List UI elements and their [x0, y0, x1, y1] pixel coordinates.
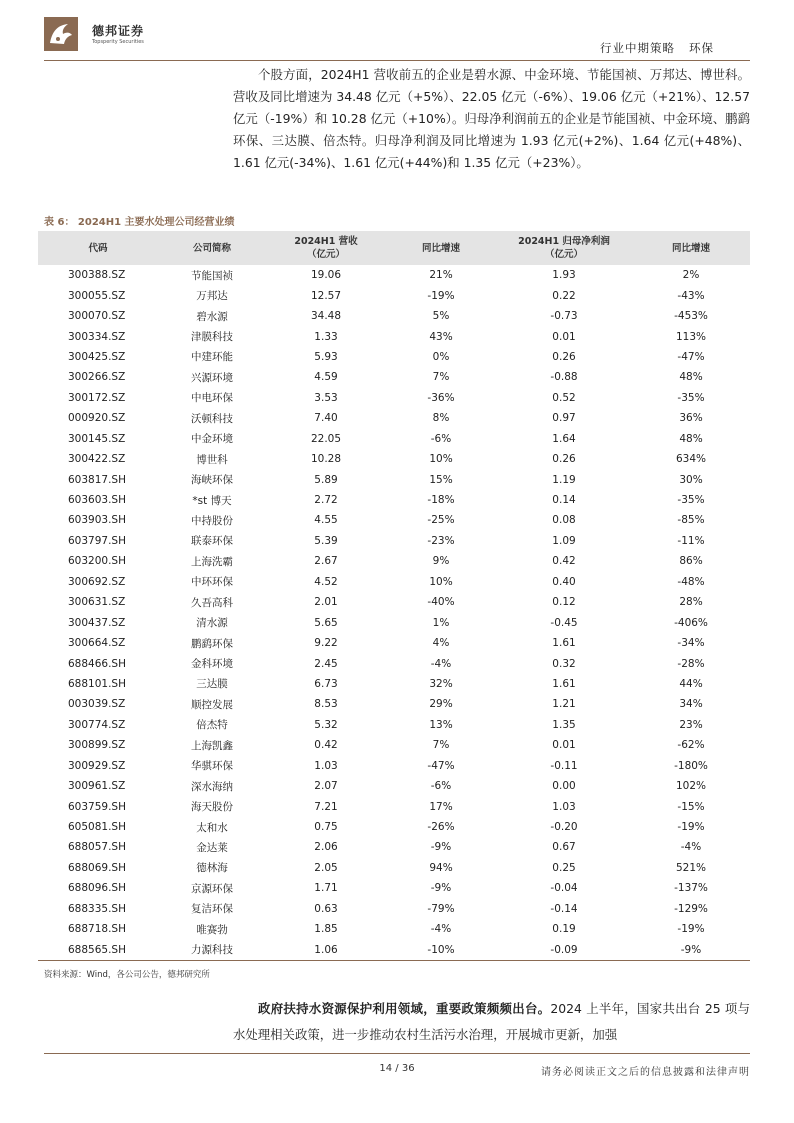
- cell-code: 603903.SH: [68, 514, 126, 527]
- cell-profit-yoy: -28%: [677, 657, 705, 670]
- cell-revenue-yoy: -36%: [427, 391, 455, 404]
- cell-profit: 0.67: [552, 841, 576, 854]
- table-row: [38, 265, 750, 285]
- table-row: [38, 429, 750, 449]
- cell-code: 688096.SH: [68, 882, 126, 895]
- cell-name: 复洁环保: [191, 903, 233, 916]
- cell-name: 联泰环保: [191, 535, 233, 548]
- cell-profit-yoy: -19%: [677, 923, 705, 936]
- cell-revenue: 1.85: [314, 923, 338, 936]
- cell-profit: 0.25: [552, 861, 576, 874]
- cell-revenue-yoy: -25%: [427, 514, 455, 527]
- cell-revenue-yoy: 15%: [429, 473, 453, 486]
- cell-profit: -0.45: [550, 616, 578, 629]
- cell-code: 603200.SH: [68, 555, 126, 568]
- table-row: [38, 388, 750, 408]
- cell-profit: 0.52: [552, 391, 576, 404]
- col-name: 公司简称: [158, 231, 266, 265]
- cell-profit: -0.14: [550, 902, 578, 915]
- table-row: [38, 367, 750, 387]
- cell-name: 鹏鹞环保: [191, 637, 233, 650]
- table-row: [38, 919, 750, 939]
- cell-revenue-yoy: -23%: [427, 534, 455, 547]
- cell-revenue-yoy: 21%: [429, 269, 453, 282]
- cell-code: 688718.SH: [68, 923, 126, 936]
- cell-profit-yoy: -34%: [677, 637, 705, 650]
- cell-revenue: 1.33: [314, 330, 338, 343]
- cell-profit: -0.20: [550, 821, 578, 834]
- cell-revenue-yoy: 29%: [429, 698, 453, 711]
- cell-profit-yoy: -406%: [674, 616, 708, 629]
- page-header: [0, 0, 794, 60]
- cell-profit: 1.03: [552, 800, 576, 813]
- cell-profit: 0.08: [552, 514, 576, 527]
- cell-revenue-yoy: -9%: [430, 841, 452, 854]
- cell-revenue-yoy: 0%: [432, 350, 450, 363]
- cell-profit-yoy: 634%: [675, 453, 707, 466]
- report-sector: 环保: [689, 41, 714, 55]
- cell-revenue-yoy: -4%: [430, 923, 452, 936]
- table-row: [38, 612, 750, 632]
- cell-profit-yoy: 48%: [679, 432, 703, 445]
- cell-revenue-yoy: 5%: [432, 310, 450, 323]
- cell-profit: 1.09: [552, 534, 576, 547]
- cell-code: 688069.SH: [68, 861, 126, 874]
- cell-profit: 0.97: [552, 412, 576, 425]
- cell-name: 顺控发展: [191, 698, 233, 711]
- cell-revenue: 2.67: [314, 555, 338, 568]
- cell-name: 中环环保: [191, 576, 233, 589]
- table-row: [38, 899, 750, 919]
- cell-profit-yoy: 48%: [679, 371, 703, 384]
- cell-revenue: 5.65: [314, 616, 338, 629]
- cell-name: 金科环境: [191, 658, 233, 671]
- cell-name: 中建环能: [191, 351, 233, 364]
- cell-code: 603603.SH: [68, 494, 126, 507]
- cell-profit: 0.40: [552, 575, 576, 588]
- cell-revenue-yoy: 10%: [429, 575, 453, 588]
- table-row: [38, 776, 750, 796]
- cell-revenue: 0.63: [314, 902, 338, 915]
- cell-revenue-yoy: -18%: [427, 494, 455, 507]
- policy-paragraph-block: [233, 996, 750, 1048]
- table-row: [38, 633, 750, 653]
- cell-revenue-yoy: 17%: [429, 800, 453, 813]
- cell-name: 海峡环保: [191, 474, 233, 487]
- cell-revenue-yoy: 1%: [432, 616, 450, 629]
- page-number: 14 / 36: [379, 1063, 415, 1074]
- cell-code: 300437.SZ: [68, 616, 126, 629]
- cell-profit-yoy: 86%: [679, 555, 703, 568]
- cell-profit-yoy: 2%: [682, 269, 700, 282]
- cell-profit-yoy: -11%: [677, 534, 705, 547]
- cell-profit: -0.04: [550, 882, 578, 895]
- table-row: [38, 674, 750, 694]
- report-type: 行业中期策略: [600, 41, 676, 55]
- table-row: [38, 858, 750, 878]
- cell-revenue: 5.89: [314, 473, 338, 486]
- cell-name: 德林海: [196, 862, 228, 875]
- cell-revenue: 3.53: [314, 391, 338, 404]
- table-body: [38, 265, 750, 960]
- cell-name: 博世科: [196, 453, 228, 466]
- cell-profit-yoy: 28%: [679, 596, 703, 609]
- cell-code: 300145.SZ: [68, 432, 126, 445]
- cell-profit: 0.01: [552, 330, 576, 343]
- table-row: [38, 837, 750, 857]
- cell-code: 300692.SZ: [68, 575, 126, 588]
- cell-revenue: 1.06: [314, 943, 338, 956]
- cell-revenue: 5.32: [314, 718, 338, 731]
- table-row: [38, 939, 750, 959]
- cell-name: 津膜科技: [191, 331, 233, 344]
- cell-name: 清水源: [196, 617, 228, 630]
- table-row: [38, 551, 750, 571]
- cell-profit: 0.01: [552, 739, 576, 752]
- cell-revenue: 12.57: [310, 289, 342, 302]
- cell-revenue-yoy: -6%: [430, 780, 452, 793]
- cell-profit: 0.26: [552, 350, 576, 363]
- cell-profit-yoy: 102%: [675, 780, 707, 793]
- cell-revenue: 10.28: [310, 453, 342, 466]
- cell-code: 300425.SZ: [68, 350, 126, 363]
- cell-name: 京源环保: [191, 882, 233, 895]
- cell-revenue-yoy: -4%: [430, 657, 452, 670]
- cell-revenue: 0.75: [314, 821, 338, 834]
- brand-name-en: Topsperity Securities: [92, 39, 144, 45]
- table-row: [38, 306, 750, 326]
- col-profit: 2024H1 归母净利润 （亿元）: [496, 231, 632, 265]
- cell-name: 上海凯鑫: [191, 739, 233, 752]
- cell-profit-yoy: 30%: [679, 473, 703, 486]
- cell-profit-yoy: -43%: [677, 289, 705, 302]
- cell-code: 688335.SH: [68, 902, 126, 915]
- table-row: [38, 326, 750, 346]
- cell-revenue: 2.06: [314, 841, 338, 854]
- table-row: [38, 735, 750, 755]
- table-row: [38, 347, 750, 367]
- cell-profit-yoy: -9%: [680, 943, 702, 956]
- table-row: [38, 285, 750, 305]
- cell-profit: 0.19: [552, 923, 576, 936]
- cell-profit-yoy: -15%: [677, 800, 705, 813]
- policy-paragraph: [233, 996, 750, 1048]
- cell-name: 兴源环境: [191, 371, 233, 384]
- footer-disclaimer: 请务必阅读正文之后的信息披露和法律声明: [541, 1067, 750, 1078]
- cell-profit-yoy: 113%: [675, 330, 707, 343]
- table-row: [38, 449, 750, 469]
- cell-code: 603759.SH: [68, 800, 126, 813]
- cell-name: 力源科技: [191, 944, 233, 957]
- cell-revenue-yoy: 10%: [429, 453, 453, 466]
- cell-code: 605081.SH: [68, 821, 126, 834]
- cell-code: 000920.SZ: [68, 412, 126, 425]
- results-table: [38, 231, 750, 961]
- cell-profit-yoy: -137%: [674, 882, 708, 895]
- cell-profit: 1.61: [552, 637, 576, 650]
- cell-revenue: 2.07: [314, 780, 338, 793]
- cell-revenue-yoy: -9%: [430, 882, 452, 895]
- cell-revenue-yoy: 7%: [432, 739, 450, 752]
- cell-revenue-yoy: -40%: [427, 596, 455, 609]
- cell-revenue: 2.45: [314, 657, 338, 670]
- cell-code: 300899.SZ: [68, 739, 126, 752]
- cell-profit-yoy: -4%: [680, 841, 702, 854]
- cell-profit: 0.22: [552, 289, 576, 302]
- table-row: [38, 817, 750, 837]
- col-profit-yoy: 同比增速: [632, 231, 750, 265]
- cell-profit-yoy: -85%: [677, 514, 705, 527]
- cell-revenue: 2.01: [314, 596, 338, 609]
- cell-code: 300172.SZ: [68, 391, 126, 404]
- cell-code: 688565.SH: [68, 943, 126, 956]
- cell-name: 倍杰特: [196, 719, 228, 732]
- cell-profit-yoy: 34%: [679, 698, 703, 711]
- cell-code: 300334.SZ: [68, 330, 126, 343]
- brand-name: 德邦证券: [92, 24, 145, 38]
- cell-revenue: 22.05: [310, 432, 342, 445]
- cell-revenue-yoy: 4%: [432, 637, 450, 650]
- cell-revenue: 4.52: [314, 575, 338, 588]
- cell-code: 300388.SZ: [68, 269, 126, 282]
- cell-profit: 0.26: [552, 453, 576, 466]
- table-row: [38, 490, 750, 510]
- table-row: [38, 469, 750, 489]
- cell-revenue-yoy: 7%: [432, 371, 450, 384]
- table-row: [38, 408, 750, 428]
- cell-revenue-yoy: -10%: [427, 943, 455, 956]
- table-row: [38, 572, 750, 592]
- cell-revenue: 5.39: [314, 534, 338, 547]
- cell-name: 节能国祯: [191, 269, 233, 282]
- cell-code: 300070.SZ: [68, 310, 126, 323]
- table-row: [38, 510, 750, 530]
- cell-revenue: 5.93: [314, 350, 338, 363]
- cell-profit: 1.19: [552, 473, 576, 486]
- cell-profit-yoy: -129%: [674, 902, 708, 915]
- cell-revenue: 9.22: [314, 637, 338, 650]
- cell-code: 688057.SH: [68, 841, 126, 854]
- header-divider: [44, 60, 750, 61]
- table-row: [38, 592, 750, 612]
- cell-profit: 0.14: [552, 494, 576, 507]
- cell-revenue: 7.40: [314, 412, 338, 425]
- cell-revenue: 1.03: [314, 759, 338, 772]
- cell-name: 中电环保: [191, 392, 233, 405]
- cell-profit: -0.73: [550, 310, 578, 323]
- cell-profit: 0.42: [552, 555, 576, 568]
- cell-profit-yoy: -453%: [674, 310, 708, 323]
- cell-profit: -0.11: [550, 759, 578, 772]
- cell-revenue: 6.73: [314, 677, 338, 690]
- cell-profit-yoy: -35%: [677, 391, 705, 404]
- cell-code: 603797.SH: [68, 534, 126, 547]
- cell-profit-yoy: -48%: [677, 575, 705, 588]
- cell-profit: 1.93: [552, 269, 576, 282]
- cell-revenue-yoy: 94%: [429, 861, 453, 874]
- cell-name: 唯赛勃: [196, 923, 228, 936]
- cell-code: 688466.SH: [68, 657, 126, 670]
- cell-profit-yoy: -19%: [677, 821, 705, 834]
- cell-revenue-yoy: -26%: [427, 821, 455, 834]
- cell-name: 久吾高科: [191, 596, 233, 609]
- cell-profit-yoy: -35%: [677, 494, 705, 507]
- cell-revenue-yoy: 13%: [429, 718, 453, 731]
- intro-paragraph: 个股方面，2024H1 营收前五的企业是碧水源、中金环境、节能国祯、万邦达、博世科。营收及同比增速为 34.48 亿元（+5%）、22.05 亿元（-6%）、19.06 亿元（+21%）、12.57 亿元（-19%）和 10.28 亿元（+10%）。归母净利润前五的企业是节能国祯、中金环境、鹏鹞环保、三达膜、倍杰特。归母净利润及同比增速为 1.93 亿元(+2%)、1.64 亿元(+48%)、1.61 亿元(-34%)、1.61 亿元(+44%)和 1.35 亿元（+23%）。: [233, 67, 750, 170]
- table-bottom-rule: [38, 960, 750, 961]
- cell-code: 300929.SZ: [68, 759, 126, 772]
- cell-code: 300422.SZ: [68, 453, 126, 466]
- table-row: [38, 653, 750, 673]
- cell-profit: 1.61: [552, 677, 576, 690]
- cell-name: 海天股份: [191, 801, 233, 814]
- cell-revenue: 7.21: [314, 800, 338, 813]
- table-row: [38, 715, 750, 735]
- cell-revenue: 2.72: [314, 494, 338, 507]
- cell-revenue: 1.71: [314, 882, 338, 895]
- cell-revenue-yoy: -6%: [430, 432, 452, 445]
- cell-code: 300631.SZ: [68, 596, 126, 609]
- cell-name: 太和水: [196, 821, 228, 834]
- cell-code: 688101.SH: [68, 677, 126, 690]
- cell-code: 300266.SZ: [68, 371, 126, 384]
- policy-text: 2024 上半年，国家共出台 25 项与水处理相关政策，进一步推动农村生活污水治理，开展城市更新，加强: [233, 1001, 751, 1042]
- cell-name: 上海洗霸: [191, 555, 233, 568]
- cell-code: 300774.SZ: [68, 718, 126, 731]
- cell-revenue: 34.48: [310, 310, 342, 323]
- cell-code: 300664.SZ: [68, 637, 126, 650]
- table-row: [38, 756, 750, 776]
- cell-profit: -0.09: [550, 943, 578, 956]
- cell-revenue-yoy: 8%: [432, 412, 450, 425]
- cell-name: 中金环境: [191, 433, 233, 446]
- cell-code: 003039.SZ: [68, 698, 126, 711]
- cell-profit-yoy: 521%: [675, 861, 707, 874]
- cell-revenue: 2.05: [314, 861, 338, 874]
- cell-revenue: 4.55: [314, 514, 338, 527]
- col-code: 代码: [38, 231, 158, 265]
- cell-name: 华骐环保: [191, 760, 233, 773]
- cell-profit-yoy: 23%: [679, 718, 703, 731]
- intro-paragraph-block: [233, 64, 750, 174]
- cell-revenue-yoy: -19%: [427, 289, 455, 302]
- cell-code: 300961.SZ: [68, 780, 126, 793]
- cell-name: 三达膜: [196, 678, 228, 691]
- col-revenue-yoy: 同比增速: [386, 231, 496, 265]
- cell-profit: 0.12: [552, 596, 576, 609]
- cell-name: 金达莱: [196, 841, 228, 854]
- cell-name: 万邦达: [196, 290, 228, 303]
- policy-lead: 政府扶持水资源保护利用领域，重要政策频频出台。: [258, 1001, 551, 1016]
- cell-profit-yoy: -180%: [674, 759, 708, 772]
- cell-profit: 1.64: [552, 432, 576, 445]
- cell-revenue-yoy: -79%: [427, 902, 455, 915]
- cell-revenue: 4.59: [314, 371, 338, 384]
- table-header-row: [38, 231, 750, 265]
- cell-profit: 1.35: [552, 718, 576, 731]
- cell-revenue: 0.42: [314, 739, 338, 752]
- cell-code: 300055.SZ: [68, 289, 126, 302]
- cell-revenue-yoy: 32%: [429, 677, 453, 690]
- cell-name: 深水海纳: [191, 780, 233, 793]
- table-source: 资料来源：Wind，各公司公告，德邦研究所: [44, 970, 210, 980]
- cell-profit: 0.00: [552, 780, 576, 793]
- table-row: [38, 796, 750, 816]
- col-revenue: 2024H1 营收 （亿元）: [266, 231, 386, 265]
- cell-name: 沃顿科技: [191, 412, 233, 425]
- cell-profit: 1.21: [552, 698, 576, 711]
- cell-name: 碧水源: [196, 310, 228, 323]
- cell-revenue-yoy: 9%: [432, 555, 450, 568]
- cell-profit-yoy: 36%: [679, 412, 703, 425]
- cell-profit: -0.88: [550, 371, 578, 384]
- table-row: [38, 531, 750, 551]
- table-title: 表 6： 2024H1 主要水处理公司经营业绩: [44, 217, 235, 228]
- table-row: [38, 878, 750, 898]
- brand-logo-icon: [44, 17, 78, 51]
- cell-profit-yoy: -47%: [677, 350, 705, 363]
- header-category: [600, 40, 714, 56]
- cell-profit-yoy: -62%: [677, 739, 705, 752]
- cell-profit: 0.32: [552, 657, 576, 670]
- footer-divider: [44, 1053, 750, 1054]
- cell-code: 603817.SH: [68, 473, 126, 486]
- cell-profit-yoy: 44%: [679, 677, 703, 690]
- cell-revenue: 8.53: [314, 698, 338, 711]
- cell-revenue-yoy: 43%: [429, 330, 453, 343]
- cell-name: *st 博天: [192, 494, 232, 507]
- cell-revenue-yoy: -47%: [427, 759, 455, 772]
- cell-revenue: 19.06: [310, 269, 342, 282]
- cell-name: 中持股份: [191, 514, 233, 527]
- table-row: [38, 694, 750, 714]
